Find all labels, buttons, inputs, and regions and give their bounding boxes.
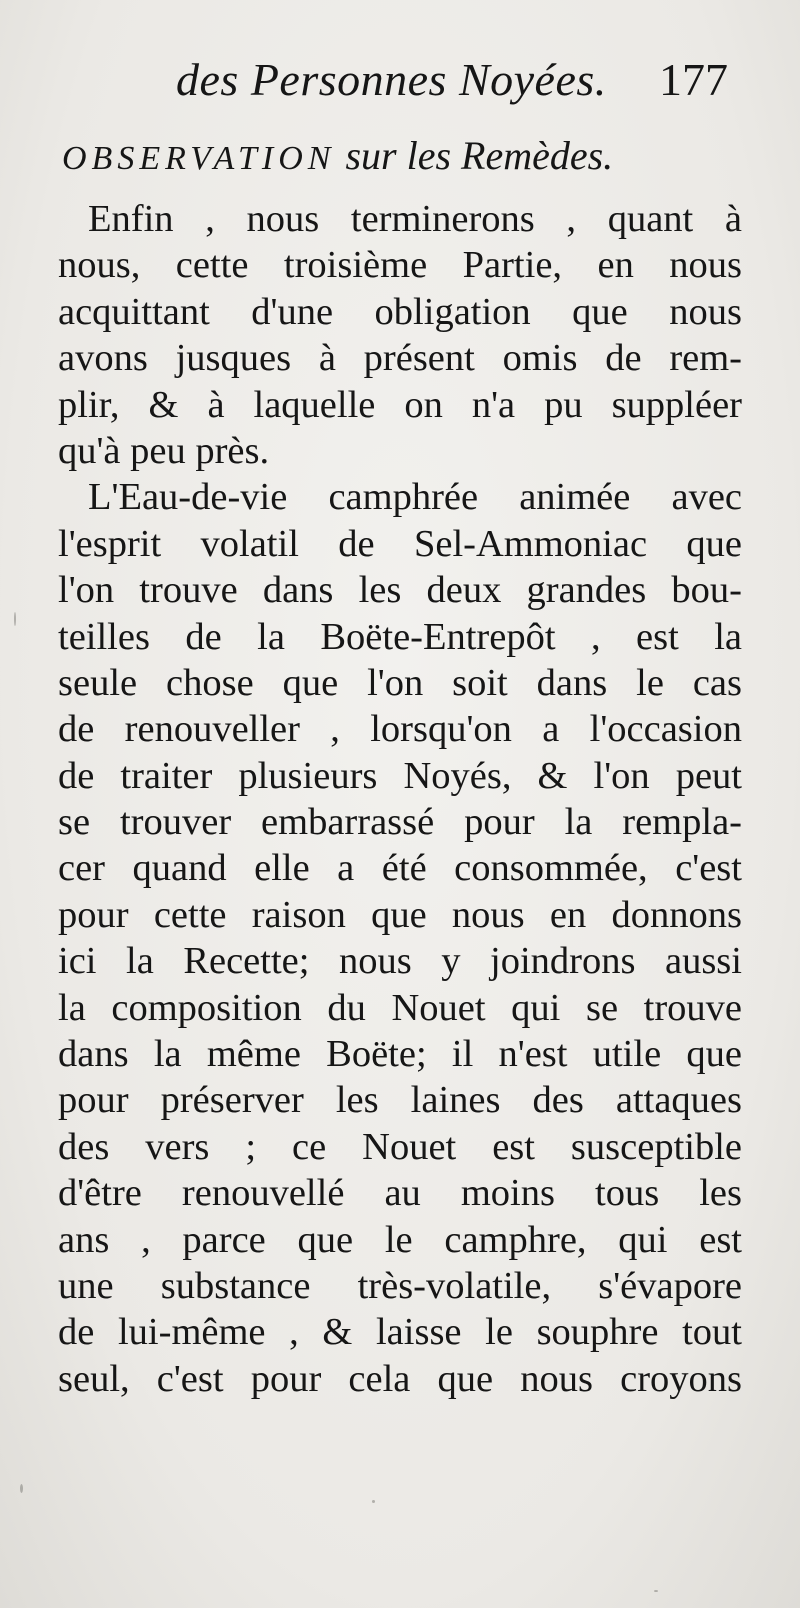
- text-line: se trouver embarrassé pour la rempla-: [58, 801, 742, 844]
- text-line: ans , parce que le camphre, qui est: [58, 1218, 742, 1261]
- paper-speck: [372, 1500, 375, 1503]
- text-line: Enfin , nous terminerons , quant à: [88, 198, 742, 240]
- paper-speck: [20, 1484, 23, 1493]
- text-line: d'être renouvellé au moins tous les: [58, 1172, 742, 1215]
- text-line: des vers ; ce Nouet est susceptible: [58, 1125, 742, 1168]
- text-line: qu'à peu près.: [58, 429, 270, 472]
- paper-speck: [14, 612, 16, 626]
- text-line: seul, c'est pour cela que nous croyons: [58, 1357, 742, 1400]
- text-line: plir, & à laquelle on n'a pu suppléer: [58, 383, 742, 426]
- text-line: l'on trouve dans les deux grandes bou-: [58, 569, 742, 612]
- text-line: L'Eau-de-vie camphrée animée avec: [88, 476, 742, 519]
- text-line: seule chose que l'on soit dans le cas: [58, 661, 742, 704]
- section-heading: [62, 128, 742, 184]
- text-line: dans la même Boëte; il n'est utile que: [58, 1033, 742, 1076]
- text-line: la composition du Nouet qui se trouve: [58, 986, 742, 1029]
- text-line: de lui-même , & laisse le souphre tout: [58, 1311, 742, 1354]
- text-line: de traiter plusieurs Noyés, & l'on peut: [58, 754, 742, 797]
- paper-speck: [654, 1590, 658, 1592]
- running-title: des Personnes Noyées.: [176, 54, 607, 105]
- text-line: de renouveller , lorsqu'on a l'occasion: [58, 708, 742, 751]
- text-line: une substance très-volatile, s'évapore: [58, 1264, 742, 1307]
- text-line: acquittant d'une obligation que nous: [58, 290, 742, 333]
- page-number: 177: [659, 54, 728, 105]
- section-heading-rest: sur les Remèdes.: [335, 133, 614, 178]
- text-line: pour préserver les laines des attaques: [58, 1079, 742, 1122]
- text-line: teilles de la Boëte-Entrepôt , est la: [58, 615, 742, 658]
- text-line: l'esprit volatil de Sel-Ammoniac que: [58, 522, 742, 565]
- text-line: avons jusques à présent omis de rem-: [58, 337, 742, 380]
- section-heading-caps: OBSERVATION: [62, 140, 336, 177]
- text-line: ici la Recette; nous y joindrons aussi: [58, 940, 742, 983]
- text-line: nous, cette troisième Partie, en nous: [58, 244, 742, 287]
- page-header: [176, 50, 736, 110]
- text-line: cer quand elle a été consommée, c'est: [58, 847, 742, 890]
- body-text: [58, 196, 742, 1402]
- text-line: pour cette raison que nous en donnons: [58, 893, 742, 936]
